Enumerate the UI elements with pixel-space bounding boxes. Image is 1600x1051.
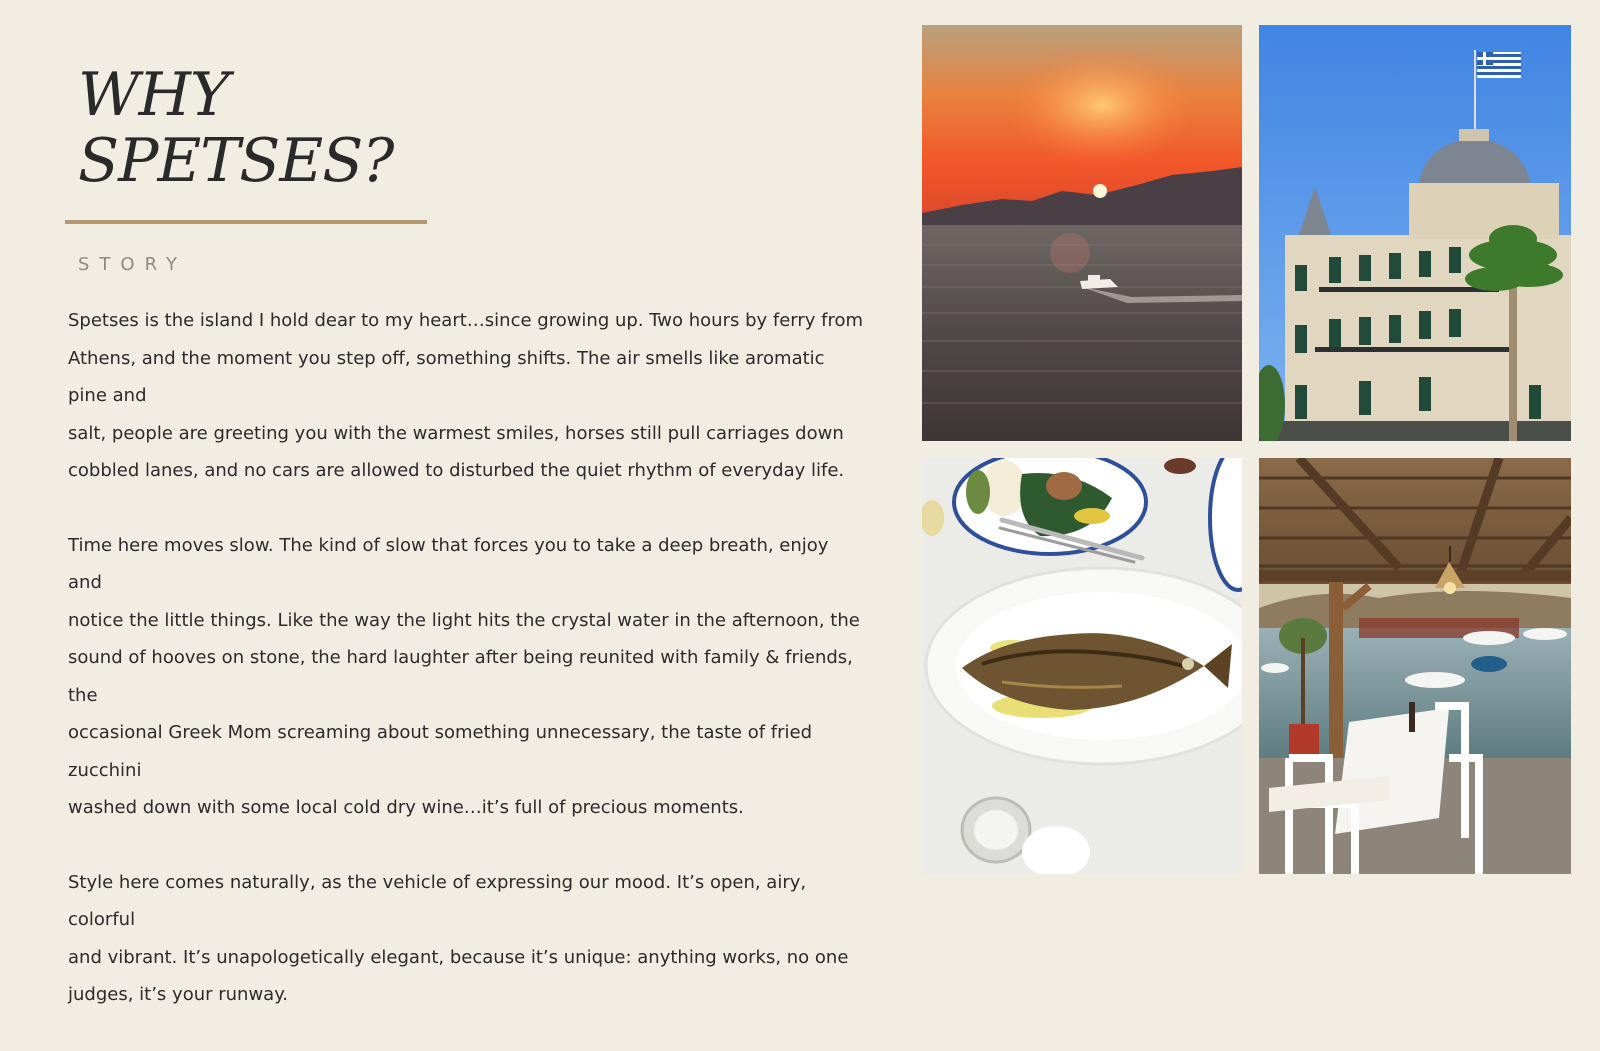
page-title: [78, 62, 393, 194]
story-body: [68, 302, 868, 1051]
sunset-sea-photo: [922, 25, 1242, 441]
title-line-1: WHY: [78, 60, 229, 130]
hotel-building-photo: [1259, 25, 1571, 441]
title-line-2: SPETSES?: [78, 126, 394, 196]
story-paragraph-2: Time here moves slow. The kind of slow that forces you to take a deep breath, enjoy and notice the little things. Like the way the light hits the crystal water in the afternoon, the sound of hooves on stone, the hard laughter after being reunited with family & friends, the occasional Greek Mom screaming about something unnecessary, the taste of fried zucchini washed down with some local cold dry wine…it’s full of precious moments.: [68, 534, 860, 818]
grilled-fish-photo: [922, 458, 1242, 874]
section-label: STORY: [78, 254, 187, 275]
harbor-taverna-photo: [1259, 458, 1571, 874]
title-divider: [65, 220, 427, 224]
story-paragraph-3: Style here comes naturally, as the vehicle of expressing our mood. It’s open, airy, colorful and vibrant. It’s unapologetically elegant, because it’s unique: anything works, no one judges, it’s your runway.: [68, 871, 849, 1005]
story-paragraph-1: Spetses is the island I hold dear to my heart…since growing up. Two hours by ferry from Athens, and the moment you step off, something shifts. The air smells like aromatic pine and salt, people are greeting you with the warmest smiles, horses still pull carriages down cobbled lanes, and no cars are allowed to disturbed the quiet rhythm of everyday life.: [68, 310, 864, 481]
